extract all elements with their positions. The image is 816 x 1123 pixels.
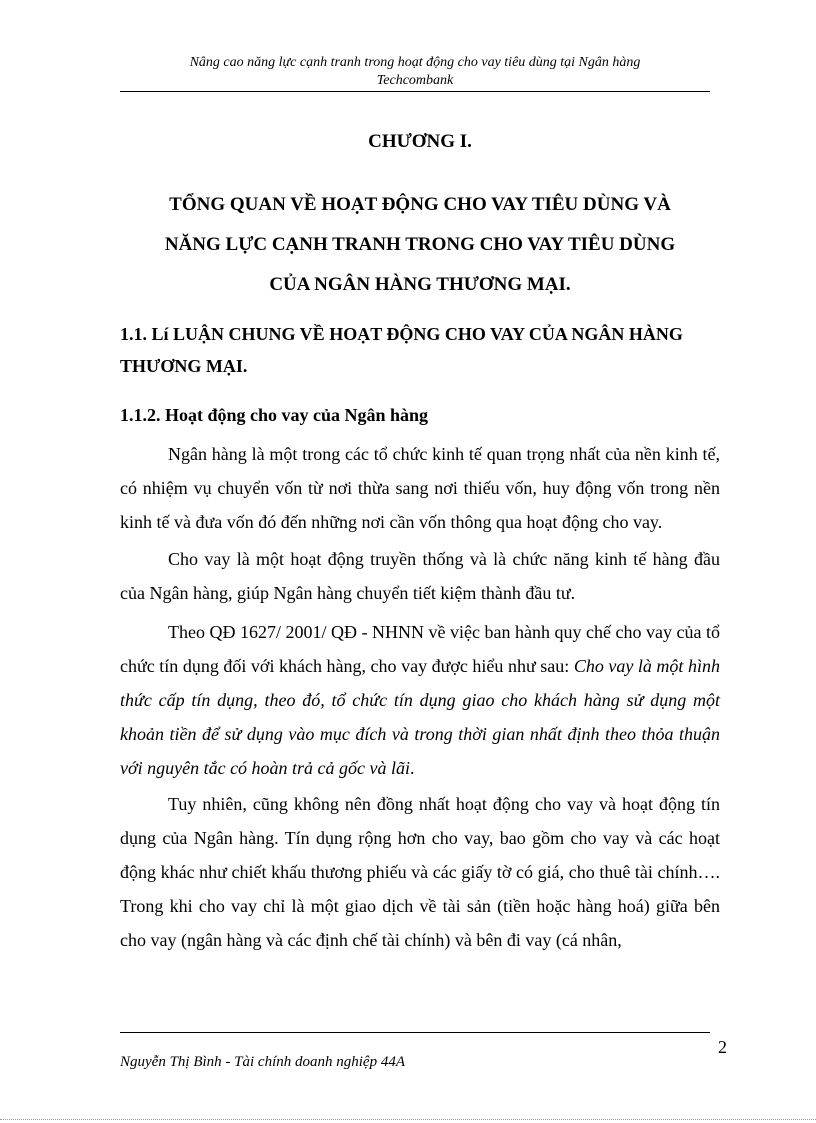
chapter-title	[120, 185, 720, 305]
paragraph-3-definition: Cho vay là một hình thức cấp tín dụng, theo đó, tổ chức tín dụng giao cho khách hàng sử dụng một khoản tiền để sử dụng vào mục đích và trong thời gian nhất định theo thỏa thuận với nguyên tắc có hoàn trả cả gốc và lãi	[120, 656, 720, 778]
footer-author: Nguyễn Thị Bình - Tài chính doanh nghiệp 44A	[120, 1054, 405, 1070]
page-bottom-border	[0, 1119, 816, 1120]
paragraph-3-end: .	[410, 758, 415, 778]
chapter-number: CHƯƠNG I.	[368, 131, 472, 152]
page-number: 2	[718, 1037, 727, 1057]
paragraph-4: Tuy nhiên, cũng không nên đồng nhất hoạt động cho vay và hoạt động tín dụng của Ngân hàng. Tín dụng rộng hơn cho vay, bao gồm cho vay và các hoạt động khác như chiết khấu thương phiếu và các giấy tờ có giá, cho thuê tài chính…. Trong khi cho vay chỉ là một giao dịch về tài sản (tiền hoặc hàng hoá) giữa bên cho vay (ngân hàng và các định chế tài chính) và bên đi vay (cá nhân,	[120, 794, 720, 950]
section-heading-1-1-2: 1.1.2. Hoạt động cho vay của Ngân hàng	[120, 405, 429, 425]
paragraph-1: Ngân hàng là một trong các tổ chức kinh tế quan trọng nhất của nền kinh tế, có nhiệm vụ chuyển vốn từ nơi thừa sang nơi thiếu vốn, huy động vốn trong nền kinh tế và đưa vốn đó đến những nơi cần vốn thông qua hoạt động cho vay.	[120, 444, 720, 532]
paragraph-3-intro: Theo QĐ 1627/ 2001/ QĐ - NHNN về việc ban hành quy chế cho vay của tổ chức tín dụng đối với khách hàng, cho vay được hiểu như sau:	[120, 622, 720, 676]
section-heading-1-1: 1.1. Lí LUẬN CHUNG VỀ HOẠT ĐỘNG CHO VAY CỦA NGÂN HÀNG THƯƠNG MẠI.	[120, 324, 683, 376]
chapter-title-line3: CỦA NGÂN HÀNG THƯƠNG MẠI.	[269, 274, 571, 295]
paragraph-2: Cho vay là một hoạt động truyền thống và là chức năng kinh tế hàng đầu của Ngân hàng, giúp Ngân hàng chuyển tiết kiệm thành đầu tư.	[120, 549, 720, 603]
footer-divider	[120, 1032, 710, 1033]
chapter-title-line2: NĂNG LỰC CẠNH TRANH TRONG CHO VAY TIÊU DÙNG	[164, 234, 676, 255]
paragraph-3	[120, 615, 720, 785]
page-header	[120, 54, 710, 92]
header-title-line2: Techcombank	[376, 73, 454, 88]
chapter-title-line1: TỔNG QUAN VỀ HOẠT ĐỘNG CHO VAY TIÊU DÙNG VÀ	[169, 194, 671, 215]
header-title-line1: Nâng cao năng lực cạnh tranh trong hoạt động cho vay tiêu dùng tại Ngân hàng	[189, 55, 641, 70]
